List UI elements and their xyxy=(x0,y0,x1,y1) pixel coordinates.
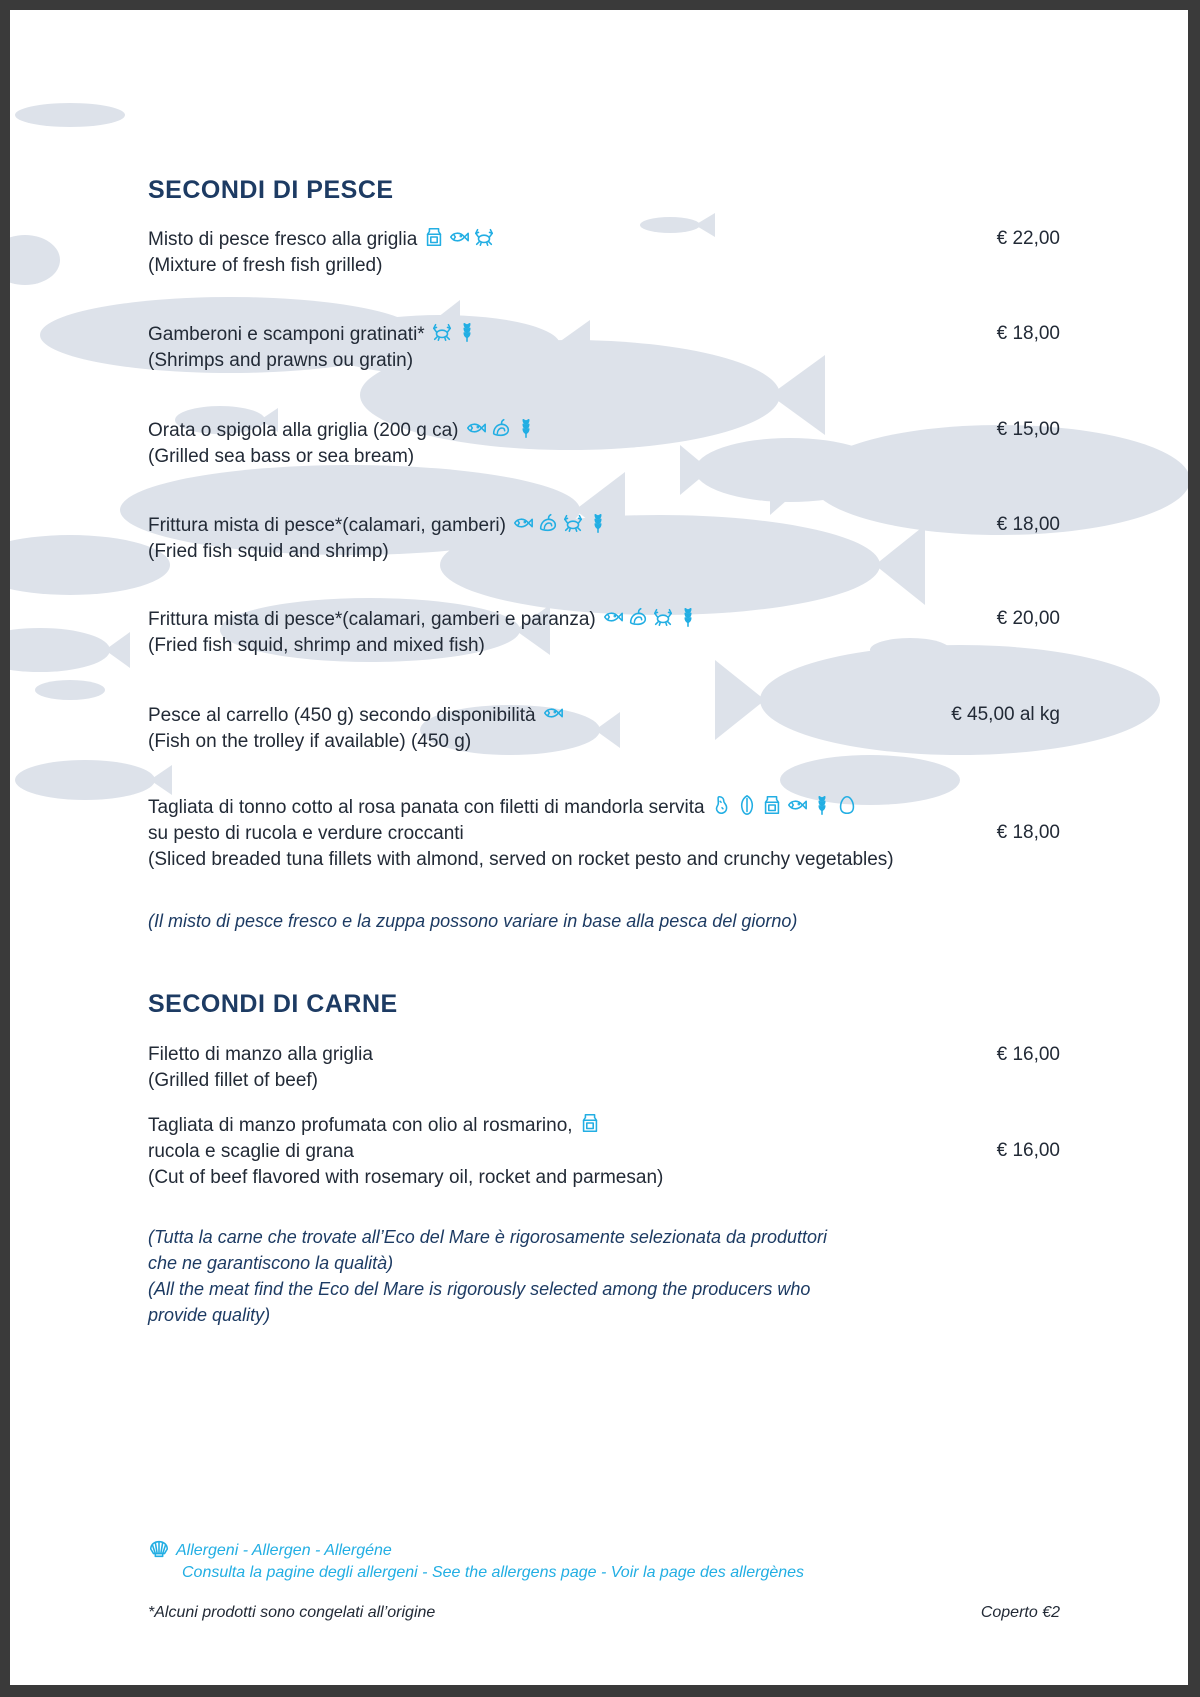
menu-item xyxy=(148,702,1060,755)
wheat-icon xyxy=(811,794,833,816)
wheat-icon xyxy=(456,321,478,343)
allergen-info xyxy=(148,1538,804,1584)
fish-icon xyxy=(448,226,470,248)
fish-icon xyxy=(465,417,487,439)
shell-icon xyxy=(148,1538,170,1560)
fish-icon xyxy=(786,794,808,816)
menu-content xyxy=(10,10,1188,1685)
menu-page xyxy=(10,10,1188,1685)
fish-icon xyxy=(512,512,534,534)
item-name: Frittura mista di pesce*(calamari, gamberi e paranza) xyxy=(148,609,596,630)
item-price: € 22,00 xyxy=(996,228,1060,249)
item-name: Misto di pesce fresco alla griglia xyxy=(148,229,418,250)
menu-item xyxy=(148,794,1060,873)
menu-item xyxy=(148,417,1060,470)
wheat-icon xyxy=(587,512,609,534)
allergen-icons xyxy=(579,1112,601,1134)
item-description: (Fish on the trolley if available) (450 g) xyxy=(148,731,472,752)
meat-note-line: provide quality) xyxy=(148,1305,271,1325)
item-price: € 20,00 xyxy=(996,608,1060,629)
item-price: € 16,00 xyxy=(996,1044,1060,1065)
menu-item xyxy=(148,1042,1060,1094)
item-description: (Cut of beef flavored with rosemary oil, rocket and parmesan) xyxy=(148,1167,664,1188)
item-description: (Grilled sea bass or sea bream) xyxy=(148,446,415,467)
allergen-icons xyxy=(711,794,858,816)
item-name-continued: rucola e scaglie di grana xyxy=(148,1141,354,1162)
item-price: € 18,00 xyxy=(996,323,1060,344)
item-price: € 18,00 xyxy=(996,514,1060,535)
item-description: (Shrimps and prawns ou gratin) xyxy=(148,350,414,371)
item-name: Tagliata di tonno cotto al rosa panata con filetti di mandorla servita xyxy=(148,797,705,818)
item-price: € 15,00 xyxy=(996,419,1060,440)
egg-icon xyxy=(836,794,858,816)
mollusc-icon xyxy=(490,417,512,439)
item-name: Tagliata di manzo profumata con olio al rosmarino, xyxy=(148,1115,573,1136)
meat-section-title: SECONDI DI CARNE xyxy=(148,990,398,1018)
allergen-icons xyxy=(512,512,609,534)
menu-item xyxy=(148,321,1060,374)
meat-note-line: che ne garantiscono la qualità) xyxy=(148,1253,394,1273)
mollusc-icon xyxy=(537,512,559,534)
menu-item xyxy=(148,1112,1060,1191)
item-name-continued: su pesto di rucola e verdure croccanti xyxy=(148,823,464,844)
crab-icon xyxy=(473,226,495,248)
meat-note-line: (Tutta la carne che trovate all’Eco del Mare è rigorosamente selezionata da produttori xyxy=(148,1227,828,1247)
menu-item xyxy=(148,226,1060,279)
almond-icon xyxy=(736,794,758,816)
crab-icon xyxy=(431,321,453,343)
meat-note-line: (All the meat find the Eco del Mare is rigorously selected among the producers who xyxy=(148,1279,811,1299)
fish-note: (Il misto di pesce fresco e la zuppa possono variare in base alla pesca del giorno) xyxy=(148,911,798,931)
fish-icon xyxy=(602,606,624,628)
wheat-icon xyxy=(677,606,699,628)
crab-icon xyxy=(562,512,584,534)
allergen-icons xyxy=(465,417,537,439)
fish-icon xyxy=(542,702,564,724)
item-description: (Sliced breaded tuna fillets with almond, served on rocket pesto and crunchy vegetables) xyxy=(148,849,894,870)
item-name: Orata o spigola alla griglia (200 g ca) xyxy=(148,420,459,441)
item-name: Gamberoni e scamponi gratinati* xyxy=(148,324,425,345)
meat-note xyxy=(148,1224,827,1328)
item-price: € 16,00 xyxy=(996,1140,1060,1161)
cover-charge: Coperto €2 xyxy=(980,1604,1060,1621)
item-description: (Grilled fillet of beef) xyxy=(148,1070,319,1091)
item-price: € 45,00 al kg xyxy=(951,704,1060,725)
allergen-link-text: Consulta la pagine degli allergeni - See the allergens page - Voir la page des allergènes xyxy=(182,1564,805,1581)
mollusc-icon xyxy=(627,606,649,628)
menu-item xyxy=(148,512,1060,565)
item-price: € 18,00 xyxy=(996,822,1060,843)
allergen-icons xyxy=(423,226,495,248)
allergen-icons xyxy=(602,606,699,628)
allergen-title: Allergeni - Allergen - Allergéne xyxy=(176,1542,392,1559)
menu-item xyxy=(148,606,1060,659)
allergen-icons xyxy=(431,321,478,343)
milk-icon xyxy=(761,794,783,816)
fish-section-title: SECONDI DI PESCE xyxy=(148,176,394,204)
item-description: (Mixture of fresh fish grilled) xyxy=(148,255,383,276)
allergen-icons xyxy=(542,702,564,724)
milk-icon xyxy=(579,1112,601,1134)
crab-icon xyxy=(652,606,674,628)
item-name: Frittura mista di pesce*(calamari, gamberi) xyxy=(148,515,506,536)
item-description: (Fried fish squid, shrimp and mixed fish) xyxy=(148,635,485,656)
peanut-icon xyxy=(711,794,733,816)
frozen-note: *Alcuni prodotti sono congelati all’origine xyxy=(148,1604,436,1621)
milk-icon xyxy=(423,226,445,248)
wheat-icon xyxy=(515,417,537,439)
item-name: Pesce al carrello (450 g) secondo disponibilità xyxy=(148,705,536,726)
item-description: (Fried fish squid and shrimp) xyxy=(148,541,389,562)
item-name: Filetto di manzo alla griglia xyxy=(148,1044,373,1065)
